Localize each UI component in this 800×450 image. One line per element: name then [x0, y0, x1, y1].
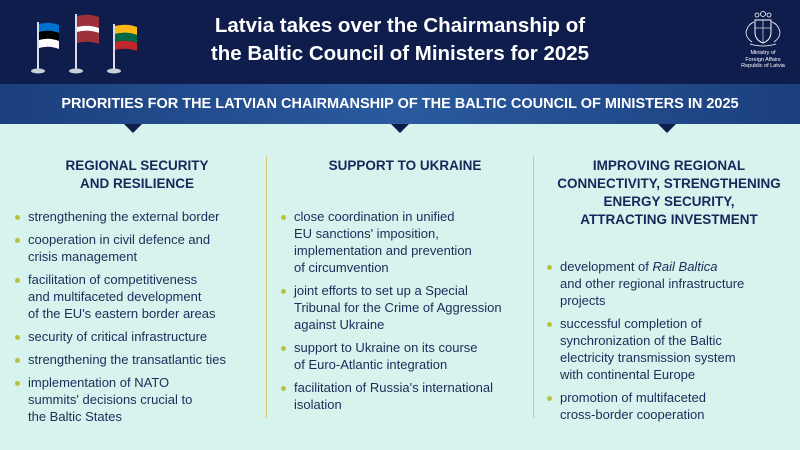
- coat-of-arms-icon: [740, 8, 786, 48]
- column-regional-security: [14, 157, 260, 431]
- item-text: isolation: [294, 397, 342, 412]
- bullet-icon: [281, 289, 286, 294]
- bullet-icon: [281, 215, 286, 220]
- latvia-flag: [77, 15, 99, 44]
- ministry-text: Ministry of: [750, 50, 776, 56]
- bullet-icon: [15, 358, 20, 363]
- item-text: joint efforts to set up a Special: [294, 283, 468, 298]
- item-text: facilitation of competitiveness: [28, 272, 198, 287]
- column-title: [14, 157, 260, 193]
- ministry-text: Foreign Affairs: [745, 56, 781, 63]
- item-text: electricity transmission system: [560, 350, 736, 365]
- column-regional-connectivity: [546, 157, 792, 429]
- list-item: [546, 315, 792, 383]
- column-title: [280, 157, 530, 175]
- item-text: implementation of NATO: [28, 375, 170, 390]
- down-arrow-icon: [391, 124, 409, 133]
- item-text: synchronization of the Baltic: [560, 333, 722, 348]
- bullet-icon: [281, 386, 286, 391]
- title-line: SUPPORT TO UKRAINE: [328, 158, 482, 173]
- list-item: [14, 208, 260, 225]
- list-item: [14, 328, 260, 345]
- item-text: strengthening the transatlantic ties: [28, 352, 227, 367]
- list-item: [546, 258, 792, 309]
- priorities-banner: PRIORITIES FOR THE LATVIAN CHAIRMANSHIP OF THE BALTIC COUNCIL OF MINISTERS IN 2025: [0, 84, 800, 124]
- item-text: of Euro-Atlantic integration: [294, 357, 448, 372]
- priority-list: [546, 258, 792, 423]
- bullet-icon: [547, 265, 552, 270]
- item-text: facilitation of Russia's international: [294, 380, 494, 395]
- title-line: CONNECTIVITY, STRENGTHENING: [557, 176, 781, 191]
- item-text: crisis management: [28, 249, 138, 264]
- column-title: [546, 157, 792, 229]
- lithuania-flag: [115, 25, 137, 51]
- header: [0, 0, 800, 84]
- bullet-icon: [15, 278, 20, 283]
- column-divider: [533, 156, 534, 418]
- bullet-icon: [281, 346, 286, 351]
- estonia-flag: [39, 23, 59, 49]
- title-line: ENERGY SECURITY,: [603, 194, 735, 209]
- bullet-icon: [15, 238, 20, 243]
- title-line: ATTRACTING INVESTMENT: [580, 212, 758, 227]
- bullet-icon: [15, 215, 20, 220]
- item-text: implementation and prevention: [294, 243, 472, 258]
- page-title: [165, 12, 635, 68]
- item-text: cooperation in civil defence and: [28, 232, 211, 247]
- list-item: [280, 379, 530, 413]
- column-divider: [266, 156, 267, 418]
- rail-baltica-term: Rail Baltica: [652, 259, 718, 274]
- item-text: and multifaceted development: [28, 289, 202, 304]
- list-item: [280, 339, 530, 373]
- priority-list: [280, 208, 530, 413]
- item-text: the Baltic States: [28, 409, 122, 424]
- list-item: [14, 271, 260, 322]
- item-text: Tribunal for the Crime of Aggression: [294, 300, 502, 315]
- item-text: with continental Europe: [560, 367, 696, 382]
- bullet-icon: [15, 381, 20, 386]
- item-text: EU sanctions' imposition,: [294, 226, 439, 241]
- list-item: [280, 282, 530, 333]
- list-item: [280, 208, 530, 276]
- item-text: support to Ukraine on its course: [294, 340, 478, 355]
- title-line: AND RESILIENCE: [79, 176, 194, 191]
- item-text: and other regional infrastructure: [560, 276, 745, 291]
- item-text: security of critical infrastructure: [28, 329, 208, 344]
- title-line: Latvia takes over the Chairmanship of: [214, 14, 586, 37]
- list-item: [14, 231, 260, 265]
- item-text: against Ukraine: [294, 317, 385, 332]
- down-arrow-icon: [124, 124, 142, 133]
- title-line: IMPROVING REGIONAL: [592, 158, 746, 173]
- item-text: of the EU's eastern border areas: [28, 306, 216, 321]
- item-text: promotion of multifaceted: [560, 390, 706, 405]
- item-text: summits' decisions crucial to: [28, 392, 193, 407]
- title-line: the Baltic Council of Ministers for 2025: [210, 42, 590, 65]
- list-item: [546, 389, 792, 423]
- column-support-ukraine: [280, 157, 530, 419]
- priority-list: [14, 208, 260, 425]
- bullet-icon: [547, 322, 552, 327]
- list-item: [14, 374, 260, 425]
- baltic-flags-icon: [24, 8, 144, 78]
- down-arrow-icon: [658, 124, 676, 133]
- item-text: projects: [560, 293, 606, 308]
- item-text: development of Rail Baltica: [560, 259, 718, 274]
- title-line: REGIONAL SECURITY: [65, 158, 209, 173]
- item-text: close coordination in unified: [294, 209, 455, 224]
- ministry-logo: [735, 8, 791, 70]
- item-text: of circumvention: [294, 260, 389, 275]
- item-text: strengthening the external border: [28, 209, 220, 224]
- bullet-icon: [547, 396, 552, 401]
- bullet-icon: [15, 335, 20, 340]
- ministry-text: Republic of Latvia: [741, 63, 785, 69]
- list-item: [14, 351, 260, 368]
- item-text: cross-border cooperation: [560, 407, 705, 422]
- item-text: successful completion of: [560, 316, 702, 331]
